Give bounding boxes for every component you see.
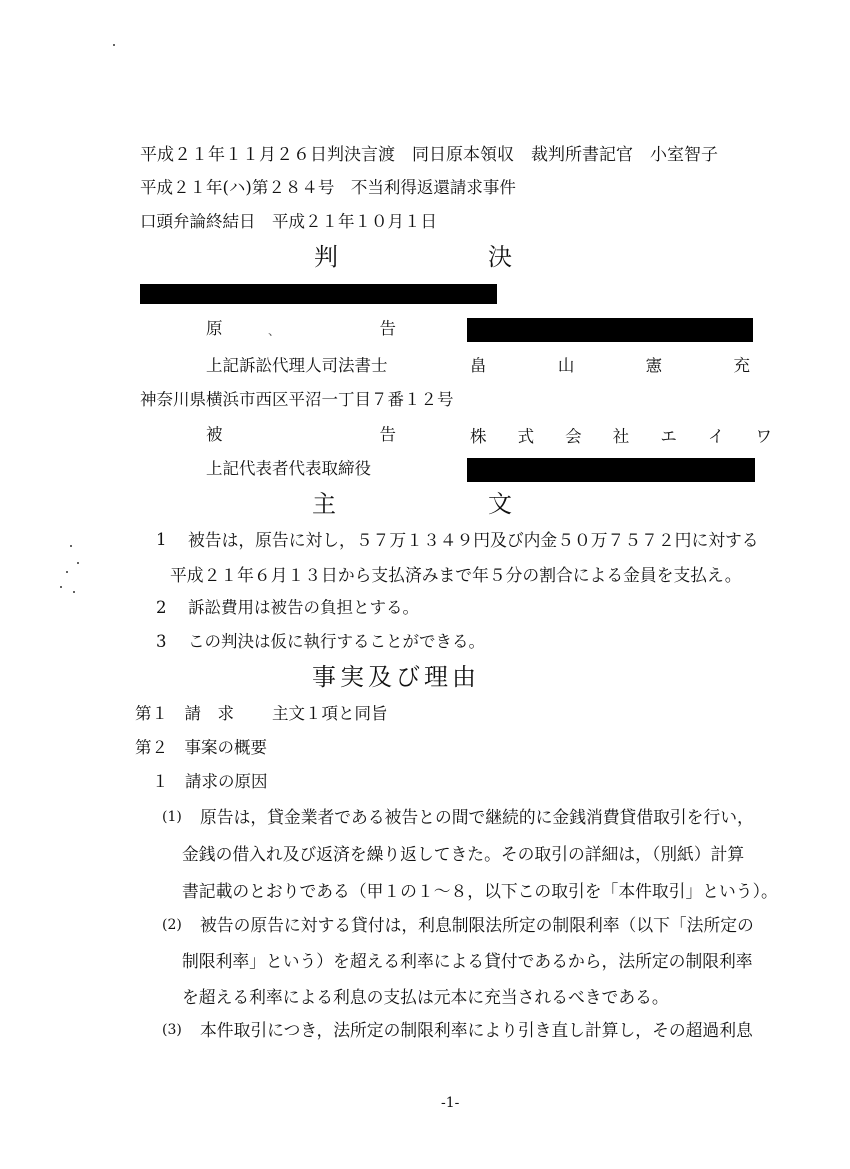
- judgment-item-1-line-2: 平成２１年６月１３日から支払済みまで年５分の割合による金員を支払え。: [170, 565, 742, 585]
- reasons-heading: 事実及び理由: [312, 663, 480, 691]
- paragraph-3-line-1: 本件取引につき，法所定の制限利率により引き直し計算し，その超過利息: [200, 1020, 753, 1040]
- agent-name-char-1: 畠: [470, 356, 487, 375]
- agent-name-char-3: 憲: [645, 356, 663, 375]
- defendant-label: [206, 424, 396, 446]
- paragraph-2-number: (2): [162, 917, 182, 933]
- header-line-3: 口頭弁論終結日 平成２１年１０月１日: [140, 212, 437, 231]
- section-1-text: 主文１項と同旨: [272, 704, 388, 723]
- defendant-name-char-6: イ: [707, 427, 725, 446]
- paragraph-1-line-3: 書記載のとおりである（甲１の１～８，以下この取引を「本件取引」という）。: [182, 881, 778, 901]
- agent-label: 上記訴訟代理人司法書士: [206, 356, 388, 375]
- judgment-item-3-number: 3: [156, 632, 167, 651]
- redacted-plaintiff-name: [467, 318, 753, 342]
- scan-speck: [70, 545, 72, 547]
- paragraph-2-line-3: を超える利率による利息の支払は元本に充当されるべきである。: [182, 987, 669, 1007]
- paragraph-1-line-2: 金銭の借入れ及び返済を繰り返してきた。その取引の詳細は，（別紙）計算: [182, 844, 745, 864]
- defendant-address: 神奈川県横浜市西区平沼一丁目７番１２号: [140, 390, 454, 409]
- judgment-item-1-line-1: 被告は，原告に対し，５７万１３４９円及び内金５０万７５７２円に対する: [188, 530, 759, 550]
- defendant-name-char-1: 株: [470, 427, 487, 446]
- document-title-right: 決: [488, 243, 514, 271]
- representative-label: 上記代表者代表取締役: [206, 459, 371, 478]
- paragraph-1-number: (1): [162, 809, 182, 825]
- defendant-name-char-3: 会: [565, 427, 582, 446]
- plaintiff-label-char-2: 告: [379, 319, 396, 338]
- defendant-label-char-2: 告: [379, 425, 396, 444]
- page-number: -1-: [441, 1095, 460, 1111]
- judgment-item-3-text: この判決は仮に執行することができる。: [188, 632, 485, 651]
- paragraph-1-line-1: 原告は，貸金業者である被告との間で継続的に金銭消費貸借取引を行い，: [200, 807, 754, 827]
- plaintiff-stray-mark: 、: [268, 324, 281, 338]
- agent-name: [470, 355, 750, 377]
- plaintiff-label: [206, 318, 396, 340]
- judgment-item-2-number: 2: [156, 598, 167, 617]
- redacted-representative-name: [467, 458, 755, 482]
- defendant-name-char-7: ワ: [755, 427, 772, 446]
- section-2-label: 第２ 事案の概要: [135, 738, 267, 757]
- plaintiff-label-char-1: 原: [206, 319, 223, 338]
- agent-name-char-4: 充: [733, 356, 750, 375]
- paragraph-2-line-1: 被告の原告に対する貸付は，利息制限法所定の制限利率（以下「法所定の: [200, 915, 754, 935]
- scan-speck: [113, 44, 115, 46]
- header-line-2: 平成２１年(ハ)第２８４号 不当利得返還請求事件: [140, 178, 516, 197]
- defendant-name: [470, 426, 772, 448]
- paragraph-3-number: (3): [162, 1022, 182, 1038]
- scan-speck: [60, 586, 62, 588]
- defendant-label-char-1: 被: [206, 425, 223, 444]
- scan-speck: [73, 591, 75, 593]
- agent-name-char-2: 山: [557, 356, 575, 375]
- redacted-plaintiff-address: [140, 284, 497, 304]
- defendant-name-char-2: 式: [517, 427, 535, 446]
- scan-speck: [77, 562, 79, 564]
- defendant-name-char-4: 社: [612, 427, 630, 446]
- judgment-item-1-number: 1: [156, 530, 167, 549]
- scan-speck: [66, 571, 68, 573]
- paragraph-2-line-2: 制限利率」という）を超える利率による貸付であるから，法所定の制限利率: [182, 951, 753, 971]
- header-line-1: 平成２１年１１月２６日判決言渡 同日原本領収 裁判所書記官 小室智子: [140, 145, 718, 165]
- defendant-name-char-5: エ: [660, 427, 677, 446]
- main-text-heading-right: 文: [488, 490, 514, 518]
- document-title-left: 判: [314, 243, 340, 271]
- section-1-label: 第１ 請 求: [135, 704, 234, 723]
- judgment-item-2-text: 訴訟費用は被告の負担とする。: [188, 598, 419, 617]
- subsection-1-title: １ 請求の原因: [152, 772, 268, 791]
- main-text-heading-left: 主: [312, 490, 338, 518]
